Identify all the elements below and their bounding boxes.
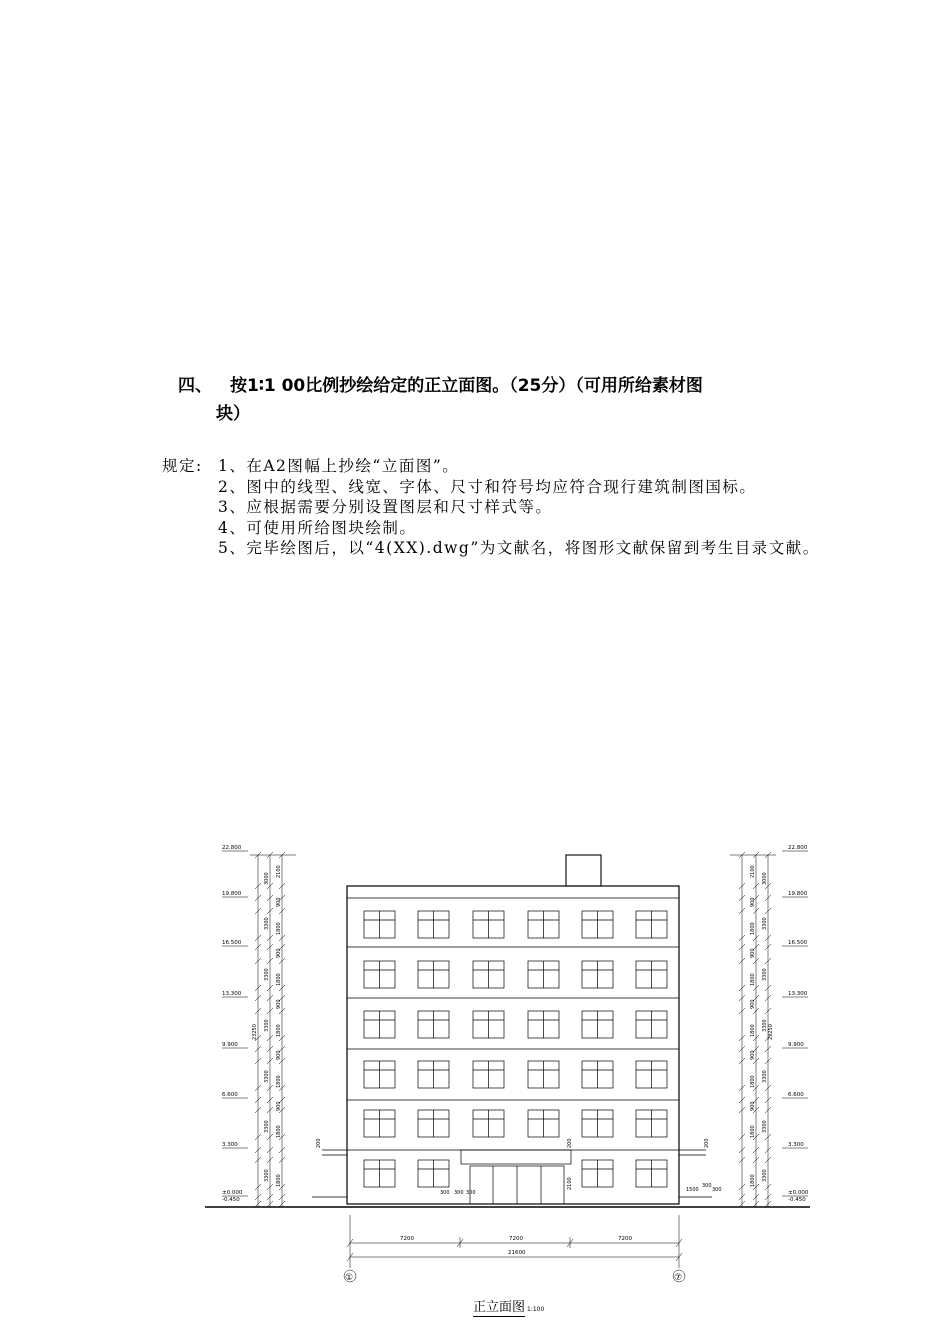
window [582,1160,613,1187]
dimension-tick [739,908,745,914]
dimension-tick [267,985,273,991]
dimension-tick [753,1194,759,1200]
dimension-tick [255,908,261,914]
window [418,911,449,938]
dimension-tick [753,958,759,964]
dimension-tick [753,985,759,991]
window [473,1110,504,1137]
dimension-tick [765,895,771,901]
window [528,961,559,988]
window [418,1011,449,1038]
window [528,1061,559,1088]
window-grid [364,911,667,1187]
dimension-tick [739,1157,745,1163]
dimension-tick [267,1107,273,1113]
dimension-tick [765,1194,771,1200]
dimension-tick [765,1201,771,1207]
dimension-tick [753,1085,759,1091]
dimension-label: 3300 [762,1019,768,1032]
question-number: 四、 [178,376,212,396]
dimension-label: 2100 [567,1177,573,1190]
dimension-tick [753,1035,759,1041]
dimension-tick [739,852,745,858]
dimension-tick [267,1147,273,1153]
dimension-tick [255,1046,261,1052]
dimension-tick [765,1147,771,1153]
dimension-label: 900 [276,948,282,958]
rules-lead: 规定: [162,457,203,475]
dimension-tick [279,944,285,950]
dimension-label: 3300 [264,917,270,930]
dimension-tick [753,1058,759,1064]
dimension-tick [255,944,261,950]
dimension-label: 1800 [750,922,756,935]
dimension-label: 900 [750,948,756,958]
window [418,1160,449,1187]
dimension-label: 3000 [264,872,270,885]
elevation-label: -0.450 [788,1197,806,1203]
dimension-tick [279,908,285,914]
elevation-label: 19.800 [222,891,242,897]
dimension-tick [739,883,745,889]
dimension-label: 7200 [509,1236,523,1242]
dimension-tick [279,995,285,1001]
dimension-label: 3300 [762,1120,768,1133]
dimension-label: 300 [712,1187,722,1193]
dimension-label: 3000 [762,872,768,885]
dimension-tick [753,995,759,1001]
dimension-tick [765,1046,771,1052]
dimension-label: 21600 [508,1250,526,1256]
dimension-tick [267,1097,273,1103]
dimension-tick [765,1184,771,1190]
dimension-label: 200 [567,1138,573,1148]
dimension-label: 900 [750,999,756,1009]
elevation-label: 13.300 [788,991,808,997]
dimension-label: 900 [750,1101,756,1111]
dimension-tick [753,883,759,889]
dimension-tick [739,985,745,991]
dimension-label: 300 [466,1190,476,1196]
elevation-label: ±0.000 [222,1190,243,1196]
dimension-tick [279,895,285,901]
dimension-tick [267,852,273,858]
elevation-label: 13.300 [222,991,242,997]
dimension-tick [765,958,771,964]
dimension-tick [267,995,273,1001]
dimension-label: 200 [704,1138,710,1148]
dimension-label: 900 [276,897,282,907]
dimension-tick [765,944,771,950]
dimension-tick [753,1046,759,1052]
dimension-label: 3300 [264,968,270,981]
dimension-label: 1800 [276,1174,282,1187]
elevation-label: 6.600 [788,1092,804,1098]
window [364,1110,395,1137]
dimension-label: 1500 [686,1187,699,1193]
elevation-label: 22.800 [222,845,242,851]
window [364,1061,395,1088]
elevation-label: -0.450 [222,1197,240,1203]
dimension-label: 1800 [750,1125,756,1138]
dimension-tick [765,995,771,1001]
dimension-label: 1800 [750,1174,756,1187]
dimension-label: 200 [316,1138,322,1148]
axis-bubble [344,1270,356,1282]
axis-label-left: ① [345,1273,354,1283]
dimension-tick [267,958,273,964]
dimension-tick [739,1046,745,1052]
dimension-tick [753,1097,759,1103]
dimension-tick [765,852,771,858]
dimension-tick [739,1058,745,1064]
dimension-tick [765,1085,771,1091]
dimension-label: 23250 [768,1024,774,1040]
dimension-tick [739,1107,745,1113]
dimension-tick [753,1147,759,1153]
dimension-tick [765,985,771,991]
dimension-label: 3300 [762,968,768,981]
dimension-tick [267,1085,273,1091]
dimension-tick [739,935,745,941]
window [364,1011,395,1038]
question-title: 按1∶1 00比例抄绘给定的正立面图。（25分）（可用所给素材图 [230,376,703,396]
dimension-tick [279,1046,285,1052]
dimension-tick [753,1107,759,1113]
window [364,911,395,938]
dimension-tick [753,1008,759,1014]
dimension-tick [279,883,285,889]
dimension-tick [739,895,745,901]
window [418,961,449,988]
dimension-tick [739,1085,745,1091]
dimension-tick [753,908,759,914]
dimension-tick [279,1058,285,1064]
dimension-label: 2100 [750,865,756,878]
dimension-label: 1800 [276,1024,282,1037]
dimension-tick [255,1201,261,1207]
window [582,1110,613,1137]
dimension-tick [267,895,273,901]
dimension-tick [267,883,273,889]
rules-list [162,456,820,559]
dimension-tick [739,1184,745,1190]
dimension-tick [255,1058,261,1064]
window [364,961,395,988]
dimension-tick [753,852,759,858]
dimension-tick [765,908,771,914]
dimension-label: 300 [454,1190,464,1196]
window [418,1110,449,1137]
elevation-label: 22.800 [788,845,808,851]
window [636,1061,667,1088]
dimension-label: 900 [750,897,756,907]
dimension-tick [765,935,771,941]
dimension-label: 1800 [750,1075,756,1088]
dimension-tick [765,883,771,889]
dimension-tick [279,1035,285,1041]
dimension-tick [765,1035,771,1041]
dimension-tick [255,895,261,901]
dimension-tick [255,852,261,858]
window [636,1110,667,1137]
elevation-label: 3.300 [222,1142,238,1148]
dimension-tick [255,995,261,1001]
rule-item: 1、在A2图幅上抄绘“立面图”。 [218,457,460,475]
dimension-tick [279,1184,285,1190]
rule-item: 5、完毕绘图后，以“4(XX).dwg”为文献名，将图形文献保留到考生目录文献。 [218,539,820,557]
dimension-tick [279,985,285,991]
dimension-tick [267,1035,273,1041]
dimension-tick [279,1008,285,1014]
dimension-tick [255,1184,261,1190]
dimension-label: 1800 [750,973,756,986]
dimension-tick [267,1046,273,1052]
window [582,961,613,988]
window [473,1011,504,1038]
window [418,1061,449,1088]
dimension-tick [279,1134,285,1140]
dimension-tick [739,944,745,950]
dimension-tick [255,1008,261,1014]
dimension-tick [267,935,273,941]
dimension-tick [255,1085,261,1091]
dimension-tick [255,958,261,964]
dimension-tick [267,1058,273,1064]
dimension-label: 300 [440,1190,450,1196]
dimension-label: 300 [702,1183,712,1189]
elevation-label: 9.900 [788,1042,804,1048]
window [473,1061,504,1088]
dimension-tick [765,1097,771,1103]
dimension-label: 1800 [750,1024,756,1037]
rule-item: 2、图中的线型、线宽、字体、尺寸和符号均应符合现行建筑制图国标。 [218,477,757,496]
dimension-tick [753,944,759,950]
window [473,911,504,938]
window [528,1110,559,1137]
dimension-tick [753,935,759,941]
dimension-tick [255,1035,261,1041]
building-outline [347,886,679,1204]
dimension-tick [255,883,261,889]
elevation-label: 16.500 [222,940,242,946]
window [364,1160,395,1187]
dimension-tick [267,1008,273,1014]
dimension-tick [739,995,745,1001]
dimension-tick [267,1184,273,1190]
dimension-tick [739,1134,745,1140]
window [636,911,667,938]
dimension-tick [753,1134,759,1140]
axis-bubble [673,1270,685,1282]
dimension-tick [765,1157,771,1163]
dimension-tick [255,1134,261,1140]
dimension-label: 3300 [264,1169,270,1182]
window [528,911,559,938]
window [636,961,667,988]
dimension-tick [255,1194,261,1200]
dimension-label: 1800 [276,973,282,986]
dimension-tick [739,1194,745,1200]
dimension-tick [267,1194,273,1200]
dimension-tick [739,1097,745,1103]
window [582,1061,613,1088]
dimension-tick [255,1147,261,1153]
dimension-tick [739,1201,745,1207]
dimension-tick [279,1194,285,1200]
dimension-tick [765,1058,771,1064]
elevation-label: 6.600 [222,1092,238,1098]
dimension-tick [279,958,285,964]
dimension-tick [279,1147,285,1153]
dimension-label: 7200 [400,1236,414,1242]
dimension-tick [267,1134,273,1140]
dimension-tick [255,1107,261,1113]
dimension-tick [267,1157,273,1163]
dimension-label: 3300 [762,1169,768,1182]
dimension-label: 900 [276,1050,282,1060]
dimension-label: 23250 [252,1024,258,1040]
dimension-tick [765,1008,771,1014]
axis-label-right: ⑦ [674,1273,683,1283]
dimension-tick [739,1035,745,1041]
dimension-tick [255,1157,261,1163]
drawing-caption [473,1296,544,1315]
dimension-tick [739,1008,745,1014]
rule-item: 4、可使用所给图块绘制。 [218,518,417,537]
window [582,911,613,938]
dimension-tick [765,1107,771,1113]
drawing-title: 正立面图 [473,1300,526,1315]
dimension-tick [255,1097,261,1103]
dimension-tick [753,1184,759,1190]
rule-item: 3、应根据需要分别设置图层和尺寸样式等。 [218,498,553,516]
window [528,1011,559,1038]
dimension-tick [753,895,759,901]
dimension-tick [279,1107,285,1113]
dimension-tick [267,944,273,950]
dimension-label: 3300 [762,1070,768,1083]
dimension-tick [279,935,285,941]
roof-stair-tower [566,855,601,886]
dimension-label: 900 [276,999,282,1009]
entrance-door [470,1166,564,1204]
dimension-label: 1800 [276,922,282,935]
question-title-continued: 块） [216,404,250,424]
dimension-label: 7200 [618,1236,632,1242]
dimension-tick [279,1157,285,1163]
dimension-label: 3300 [264,1019,270,1032]
dimension-label: 3300 [264,1070,270,1083]
window [473,961,504,988]
dimension-label: 1800 [276,1125,282,1138]
elevation-label: 19.800 [788,891,808,897]
dimension-tick [739,1147,745,1153]
elevation-label: 16.500 [788,940,808,946]
elevation-label: 9.900 [222,1042,238,1048]
dimension-label: 900 [750,1050,756,1060]
dimension-tick [267,1201,273,1207]
dimension-tick [279,1085,285,1091]
dimension-tick [765,1134,771,1140]
dimension-label: 3300 [762,917,768,930]
dimension-tick [279,852,285,858]
drawing-scale: 1:100 [527,1306,545,1313]
window [582,1011,613,1038]
dimension-tick [753,1201,759,1207]
entrance-canopy [461,1150,571,1164]
dimension-label: 900 [276,1101,282,1111]
dimension-tick [279,1201,285,1207]
dimension-tick [255,935,261,941]
dimension-label: 3300 [264,1120,270,1133]
window [636,1160,667,1187]
dimension-label: 2100 [276,865,282,878]
question-heading [178,372,878,428]
dimension-tick [255,985,261,991]
elevation-label: 3.300 [788,1142,804,1148]
dimension-tick [739,958,745,964]
dimension-label: 1800 [276,1075,282,1088]
dimension-tick [279,1097,285,1103]
window [636,1011,667,1038]
elevation-label: ±0.000 [788,1190,809,1196]
dimension-tick [753,1157,759,1163]
dimension-tick [267,908,273,914]
